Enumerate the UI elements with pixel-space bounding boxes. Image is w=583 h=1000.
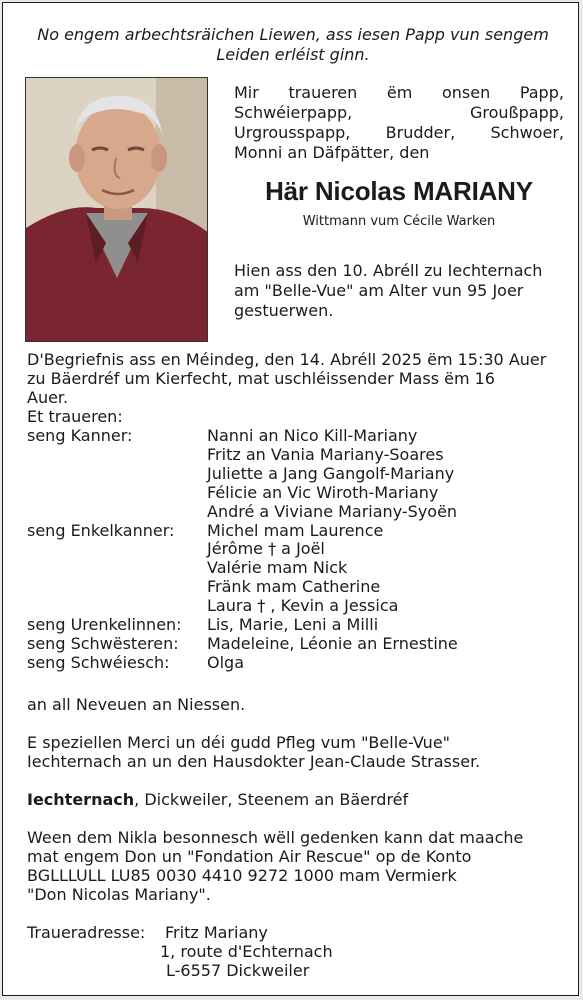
donation-line: BGLLLULL LU85 0030 4410 9272 1000 mam Vermierk	[27, 866, 457, 885]
mourning-word: Urgrousspapp,	[234, 123, 351, 142]
intro-line: Leiden erléist ginn.	[216, 45, 370, 64]
place-rest: , Dickweiler, Steenem an Bäerdréf	[134, 790, 409, 809]
funeral-line: zu Bäerdréf um Kierfecht, mat uschléissender Mass ëm 16	[27, 369, 495, 388]
place-bold: Iechternach	[27, 790, 135, 809]
death-notice-line: Hien ass den 10. Abréll zu Iechternach	[234, 261, 543, 280]
donation-line: Ween dem Nikla besonnesch wëll gedenken kann dat maache	[27, 828, 524, 847]
widower-line: Wittmann vum Cécile Warken	[302, 214, 496, 229]
mourning-word: Schwoer,	[490, 123, 564, 142]
places-line	[27, 791, 408, 810]
mourning-word: Monni an Däfpätter, den	[234, 143, 430, 162]
intro-quote	[25, 25, 561, 65]
family-member: Lis, Marie, Leni a Milli	[207, 615, 379, 634]
mourning-line	[234, 123, 564, 143]
family-member: Michel mam Laurence	[207, 520, 384, 540]
mourning-line	[234, 143, 564, 163]
thanks-line: E speziellen Merci un déi gudd Pfleg vum "Belle-Vue"	[27, 733, 451, 752]
mourning-word: onsen	[441, 83, 491, 102]
address-street: 1, route d'Echternach	[160, 942, 333, 961]
portrait-photo	[25, 77, 208, 342]
obituary-card	[2, 2, 579, 996]
mourning-word: Groußpapp,	[470, 103, 564, 122]
family-member: Félicie an Vic Wiroth-Mariany	[207, 482, 439, 502]
thanks-line: Iechternach an un den Hausdokter Jean-Claude Strasser.	[27, 752, 481, 771]
family-member: Fränk mam Catherine	[207, 577, 381, 597]
deceased-name: Här Nicolas MARIANY	[265, 176, 533, 206]
family-member: Nanni an Nico Kill-Mariany	[207, 426, 418, 445]
family-group-label: seng Enkelkanner:	[27, 520, 175, 540]
funeral-line: Auer.	[27, 388, 69, 407]
mourning-word: traueren	[288, 83, 358, 102]
mourning-word: Papp,	[519, 83, 564, 102]
intro-line: No engem arbechtsräichen Liewen, ass iesen Papp vun sengem	[37, 25, 549, 44]
funeral-line: D'Begriefnis ass en Méindeg, den 14. Abréll 2025 ëm 15:30 Auer	[27, 350, 547, 369]
address-name: Fritz Mariany	[165, 923, 268, 942]
address-label: Traueradresse:	[27, 923, 146, 942]
donation-line: "Don Nicolas Mariany".	[27, 885, 211, 904]
death-notice-line: gestuerwen.	[234, 301, 334, 320]
mourning-word: Brudder,	[385, 123, 456, 142]
family-group-label: seng Urenkelinnen:	[27, 615, 182, 634]
family-member: Madeleine, Léonie an Ernestine	[207, 633, 458, 653]
family-group-label: seng Schwësteren:	[27, 633, 179, 653]
family-group-label: seng Schwéiesch:	[27, 652, 170, 672]
family-member: André a Viviane Mariany-Syoën	[207, 501, 458, 521]
mourning-word: Schwéierpapp,	[234, 103, 353, 122]
family-group-label: seng Kanner:	[27, 426, 133, 445]
mourning-word: ëm	[386, 83, 413, 102]
mourning-word: Mir	[234, 83, 259, 102]
address-city: L-6557 Dickweiler	[166, 961, 310, 980]
family-member: Jérôme † a Joël	[207, 539, 325, 559]
donation-line: mat engem Don un "Fondation Air Rescue" op de Konto	[27, 847, 472, 866]
family-member: Fritz an Vania Mariany-Soares	[207, 444, 444, 464]
family-member: Olga	[207, 652, 244, 672]
family-member: Juliette a Jang Gangolf-Mariany	[207, 463, 455, 483]
mourning-statement	[234, 83, 564, 163]
relatives-line: an all Neveuen an Niessen.	[27, 695, 246, 714]
family-member: Laura † , Kevin a Jessica	[207, 596, 399, 616]
mourners-intro: Et traueren:	[27, 407, 123, 426]
death-notice	[234, 261, 564, 321]
death-notice-line: am "Belle-Vue" am Alter vun 95 Joer	[234, 281, 524, 300]
mourning-line	[234, 103, 564, 123]
family-member: Valérie mam Nick	[207, 558, 348, 578]
mourning-line	[234, 83, 564, 103]
